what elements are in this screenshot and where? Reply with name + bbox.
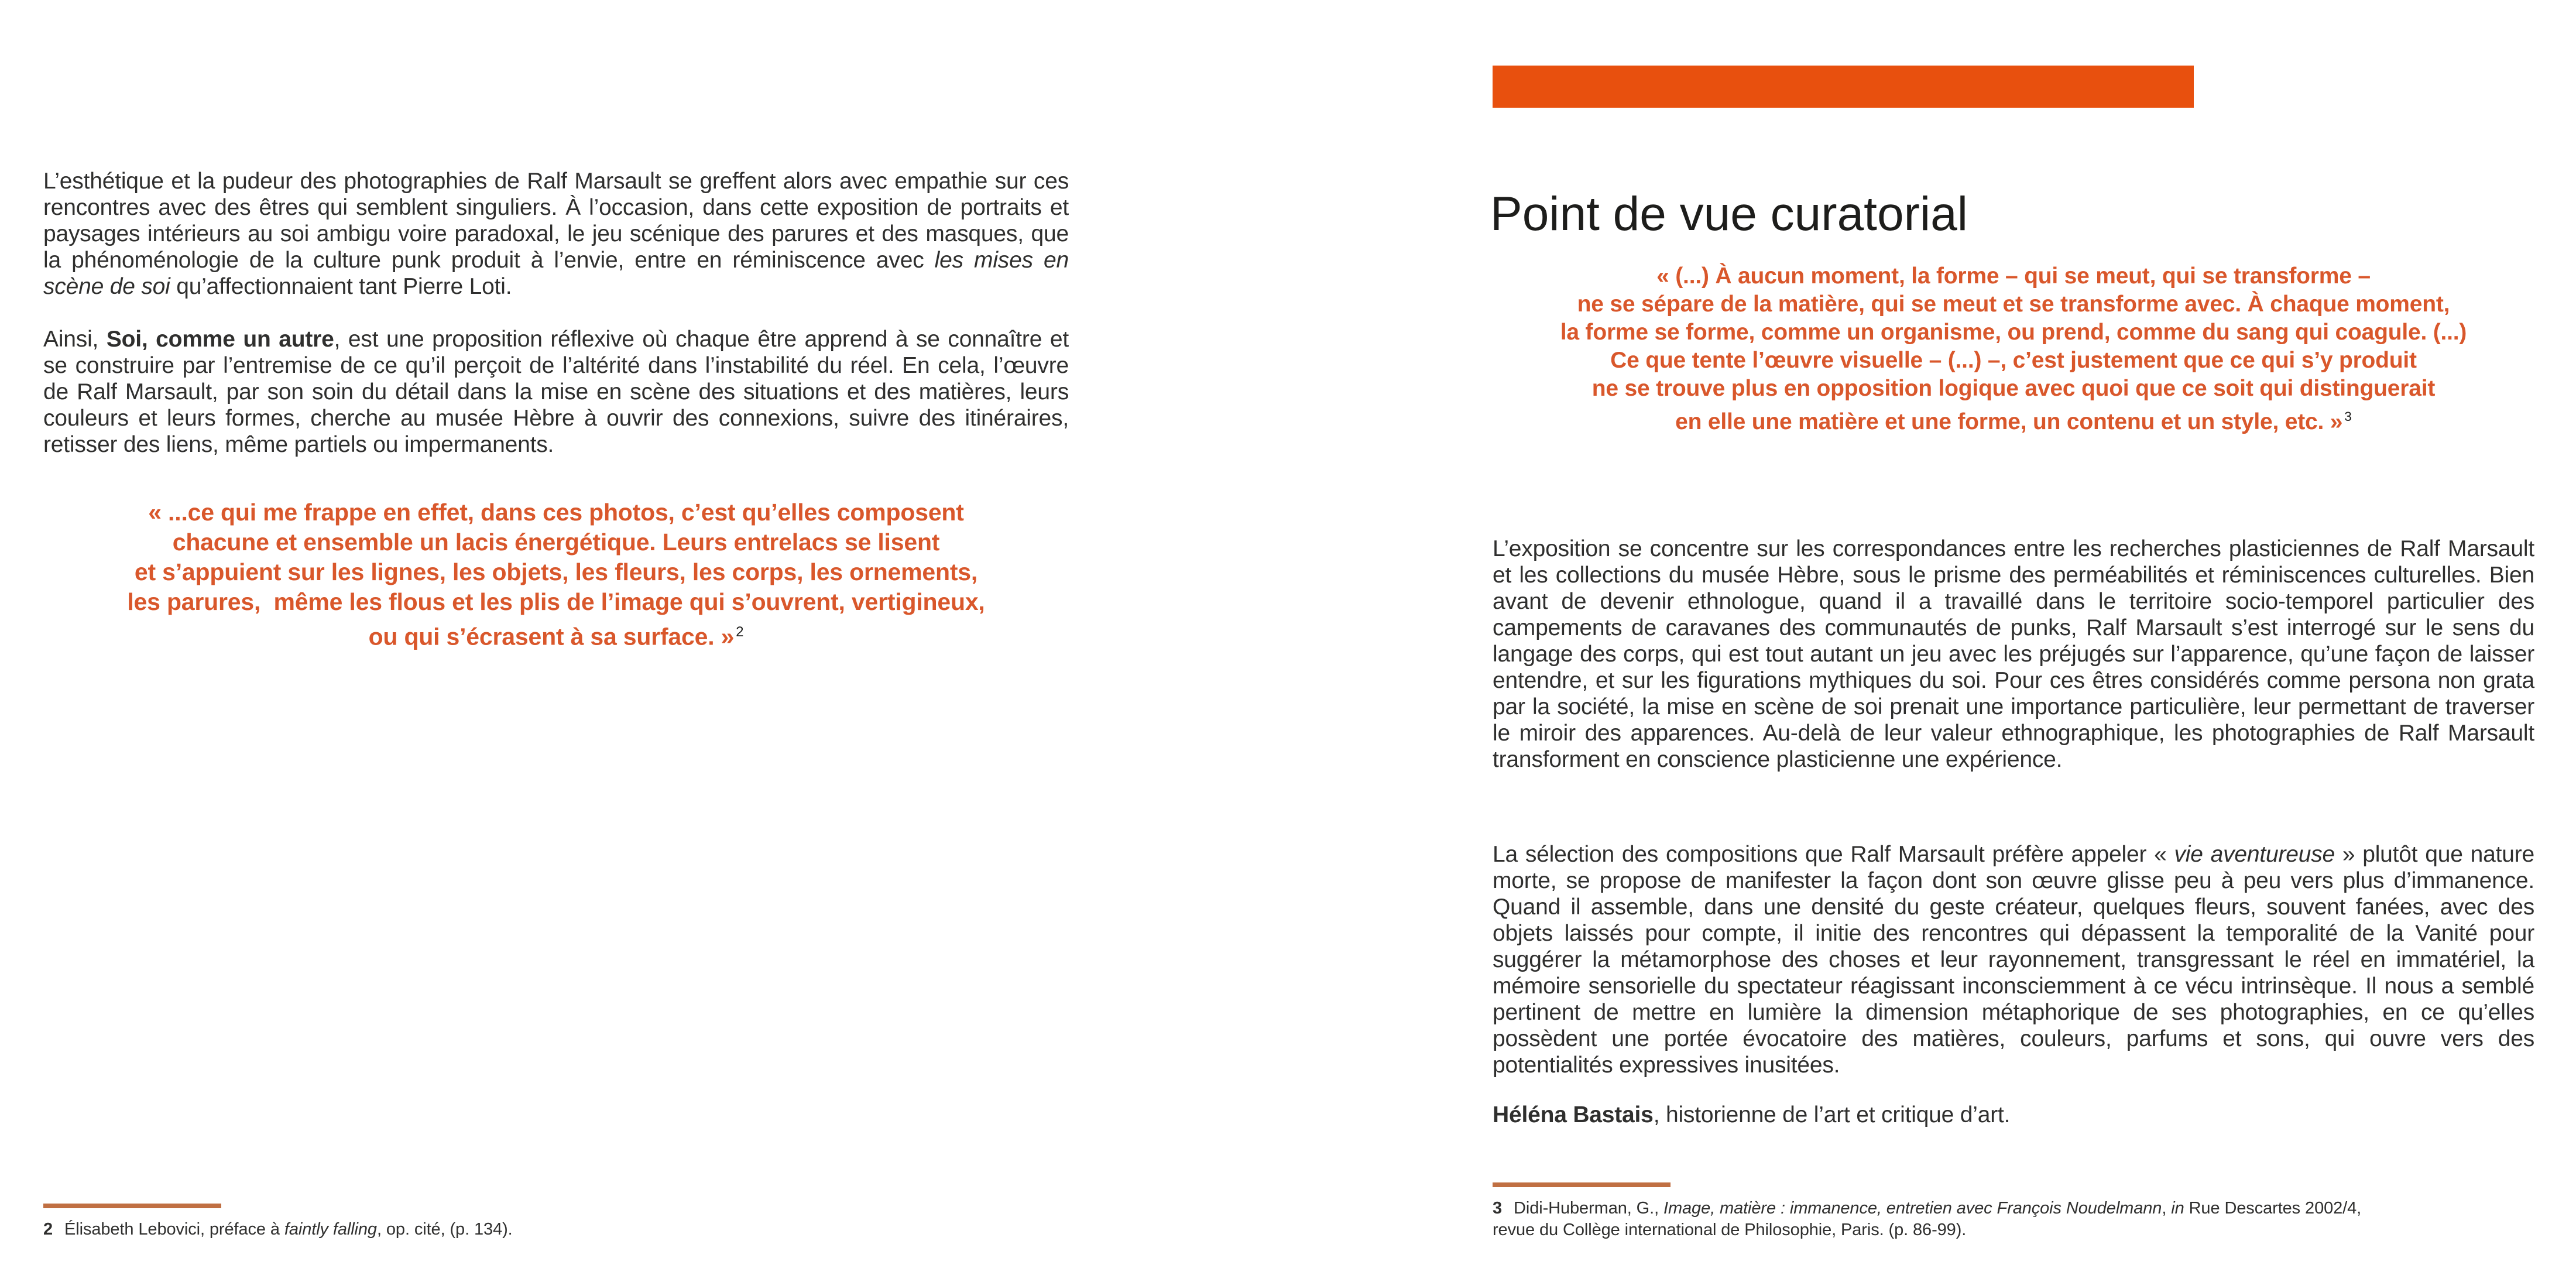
left-paragraph-2: Ainsi, Soi, comme un autre, est une proposition réflexive où chaque être apprend à se connaître et se construire par l’entremise de ce qu’il perçoit de l’altérité dans l’instabilité du réel. En cela, l’œuvre de Ralf Marsault, par son soin du détail dans la mise en scène des situations et des matières, leurs couleurs et leurs formes, cherche au musée Hèbre à ouvrir des connexions, suivre des itinéraires, retisser des liens, même partiels ou impermanents. <box>43 327 1069 457</box>
author-signature: Héléna Bastais, historienne de l’art et critique d’art. <box>1493 1102 2011 1127</box>
left-paragraph-1: L’esthétique et la pudeur des photographies de Ralf Marsault se greffent alors avec empathie sur ces rencontres avec des êtres qui semblent singuliers. À l’occasion, dans cette exposition de portraits et paysages intérieurs au soi ambigu voire paradoxal, le jeu scénique des parures et des masques, que la phénoménologie de la culture punk produit à l’envie, entre en réminiscence avec les mises en scène de soi qu’affectionnaient tant Pierre Loti. <box>43 169 1069 299</box>
left-pull-quote: « ...ce qui me frappe en effet, dans ces photos, c’est qu’elles composent chacune et ensemble un lacis énergétique. Leurs entrelacs se lisent et s’appuient sur les lignes, les objets, les fleurs, les corps, les ornements, les parures, même les flous et les plis de l’image qui s’ouvrent, vertigineux, ou qui s’écrasent à sa surface. » $^2$ <box>127 499 985 650</box>
left-footnote-rule <box>43 1204 221 1208</box>
right-footnote-text: 3 Didi-Huberman, G., Image, matière : immanence, entretien avec François Noudelmann, in Rue Descartes 2002/4, revue du Collège international de Philosophie, Paris. (p. 86-99). <box>1493 1199 2362 1239</box>
right-footnote <box>1493 1182 2534 1241</box>
right-pull-quote: « (...) À aucun moment, la forme – qui se meut, qui se transforme – ne se sépare de la matière, qui se meut et se transforme avec. À chaque moment, la forme se forme, comme un organisme, ou prend, comme du sang qui coagule. (...) Ce que tente l’œuvre visuelle – (...) –, c’est justement que ce qui s’y produit ne se trouve plus en opposition logique avec quoi que ce soit qui distinguerait en elle une matière et une forme, un contenu et un style, etc. » $^3$ <box>1560 263 2467 434</box>
page-title: Point de vue curatorial <box>1490 187 1968 241</box>
left-footnote-text: 2 Élisabeth Lebovici, préface à faintly falling, op. cité, (p. 134). <box>43 1220 513 1239</box>
right-paragraph-1: L’exposition se concentre sur les correspondances entre les recherches plasticiennes de Ralf Marsault et les collections du musée Hèbre, sous le prisme des perméabilités et réminiscences culturelles. Bien avant de devenir ethnologue, quand il a travaillé dans le territoire socio-temporel particulier des campements de caravanes des communautés de punks, Ralf Marsault s’est interrogé sur le sens du langage des corps, qui est tout autant un jeu avec les préjugés sur l’apparence, qu’une façon de laisser entendre, et sur les figurations mythiques du soi. Pour ces êtres considérés comme persona non grata par la société, la mise en scène de soi prenait une importance particulière, leur permettant de traverser le miroir des apparences. Au-delà de leur valeur ethnographique, les photographies de Ralf Marsault transforment en conscience plasticienne une expérience. <box>1493 536 2534 772</box>
right-footnote-rule <box>1493 1182 1671 1187</box>
right-paragraph-2: La sélection des compositions que Ralf Marsault préfère appeler « vie aventureuse » plutôt que nature morte, se propose de manifester la façon dont son œuvre glisse peu à peu vers plus d’immanence. Quand il assemble, dans une densité du geste créateur, quelques fleurs, souvent fanées, avec des objets laissés pour compte, il initie des rencontres qui dépassent la temporalité de la Vanité pour suggérer la métamorphose des choses et leur rayonnement, transgressant le réel en immatériel, la mémoire sensorielle du spectateur réagissant inconsciemment à ce vécu intrinsèque. Il nous a semblé pertinent de mettre en lumière la dimension métaphorique de ses photographies, en ce qu’elles possèdent une portée évocatoire des matières, couleurs, parfums et sons, qui ouvre vers des potentialités expressives inusitées. <box>1493 842 2534 1078</box>
accent-bar <box>1493 66 2194 108</box>
left-footnote <box>43 1204 1069 1240</box>
